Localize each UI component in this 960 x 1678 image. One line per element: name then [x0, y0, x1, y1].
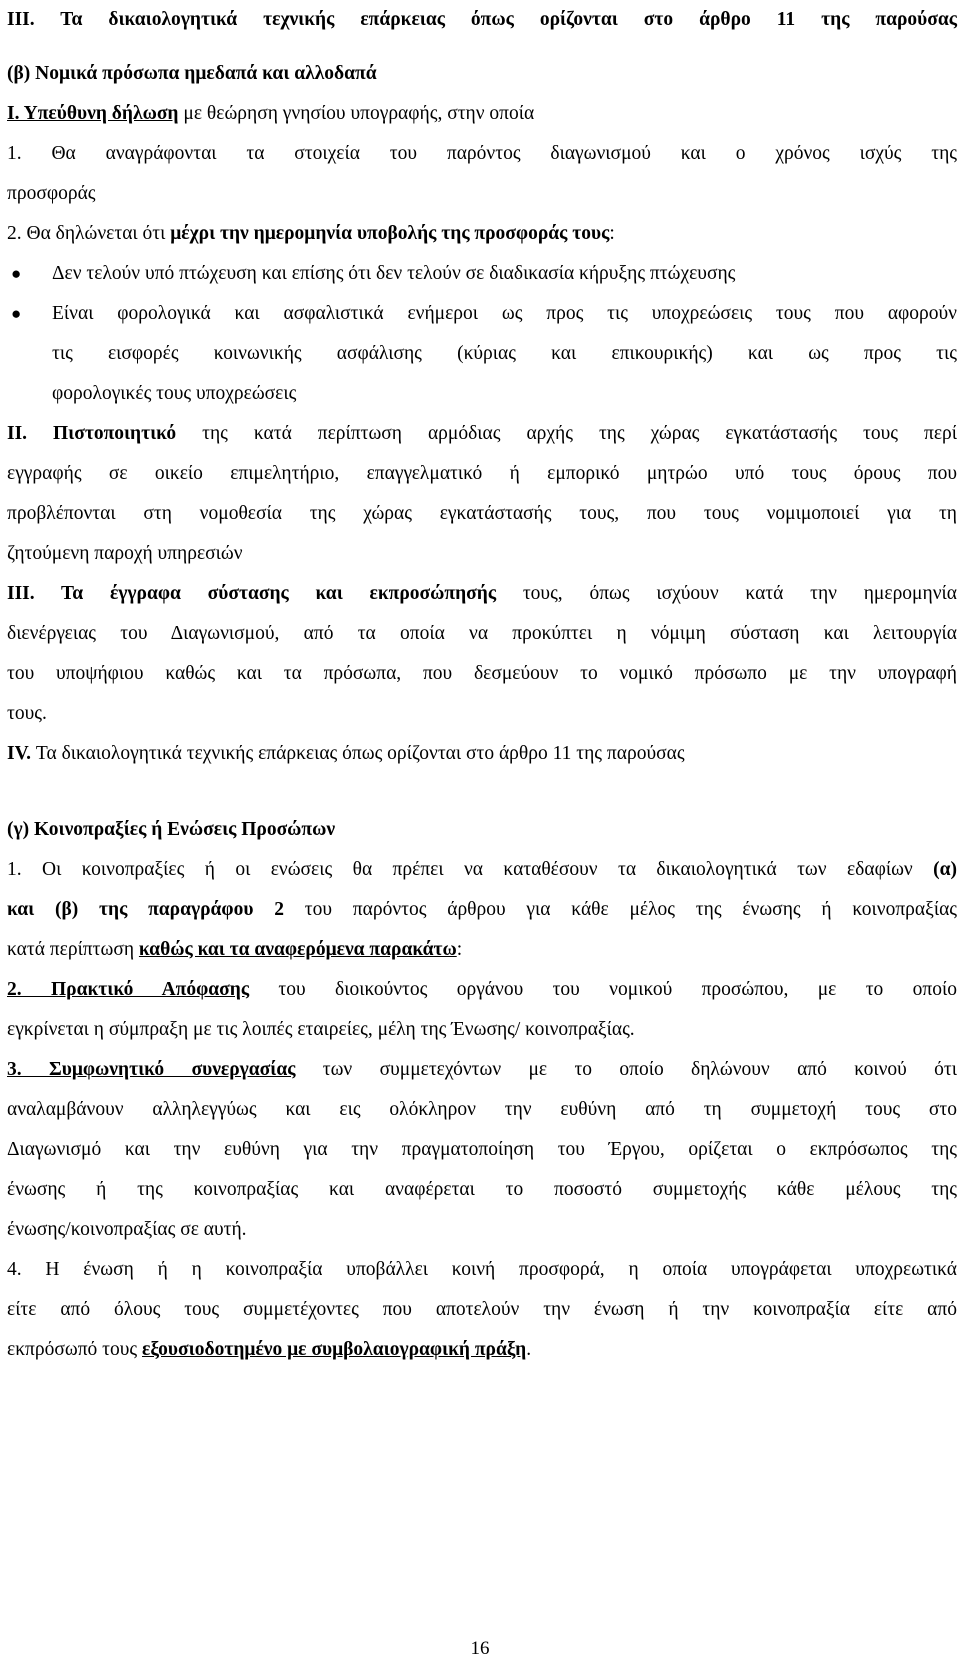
c-point-1-bold-a: (α)	[933, 859, 957, 880]
item-3-text-3: του υποψήφιου καθώς και τα πρόσωπα, που δεσμεύουν το νομικό πρόσωπο με την υπογραφή	[7, 663, 957, 684]
c-point-3-line-1	[7, 1050, 957, 1090]
bullet-1-text: Δεν τελούν υπό πτώχευση και επίσης ότι δεν τελούν σε διαδικασία κήρυξης πτώχευσης	[52, 263, 736, 284]
c-point-3-label: 3. Συμφωνητικό συνεργασίας	[7, 1059, 296, 1080]
point-1-text-2: προσφοράς	[7, 183, 96, 204]
point-2-line	[7, 214, 957, 254]
c-point-2-label: 2. Πρακτικό Απόφασης	[7, 979, 250, 1000]
c-point-1-line-1	[7, 850, 957, 890]
c-point-1-line-3	[7, 930, 957, 970]
item-2-line-1	[7, 414, 957, 454]
c-point-2-text-2: εγκρίνεται η σύμπραξη με τις λοιπές εταιρείες, μέλη της Ένωσης/ κοινοπραξίας.	[7, 1019, 635, 1040]
item-1-line	[7, 94, 957, 134]
c-point-3-text-5: ένωσης/κοινοπραξίας σε αυτή.	[7, 1219, 247, 1240]
item-4-line	[7, 734, 957, 774]
c-point-3-line-5	[7, 1210, 957, 1250]
c-point-4-line3-suffix: .	[526, 1339, 532, 1360]
document-body	[7, 0, 957, 1370]
c-point-1-bold-b: και (β) της παραγράφου 2	[7, 899, 284, 920]
page-number: 16	[470, 1638, 490, 1659]
c-point-4-line-3	[7, 1330, 957, 1370]
bullet-icon: ●	[11, 304, 22, 323]
item-2-text-3: προβλέπονται στη νομοθεσία της χώρας εγκατάστασής τους, που τους νομιμοποιεί για τη	[7, 503, 957, 524]
point-2-bold: μέχρι την ημερομηνία υποβολής της προσφοράς τους	[170, 223, 610, 244]
point-1-line-2	[7, 174, 957, 214]
c-point-4-line3-bold: εξουσιοδοτημένο με συμβολαιογραφική πράξη	[142, 1339, 527, 1360]
bullet-2-text-1: Είναι φορολογικά και ασφαλιστικά ενήμεροι ως προς τις υποχρεώσεις τους που αφορούν	[52, 303, 957, 324]
c-point-4-line3-prefix: εκπρόσωπό τους	[7, 1339, 142, 1360]
c-point-3-text-4: ένωσης ή της κοινοπραξίας και αναφέρεται το ποσοστό συμμετοχής κάθε μέλους της	[7, 1179, 957, 1200]
item-3-label: ΙΙΙ. Τα έγγραφα σύστασης και εκπροσώπησής	[7, 583, 497, 604]
point-2-prefix: 2. Θα δηλώνεται ότι	[7, 223, 171, 244]
item-3-line-1	[7, 574, 957, 614]
item-4-text: Τα δικαιολογητικά τεχνικής επάρκειας όπως ορίζονται στο άρθρο 11 της παρούσας	[31, 743, 685, 764]
point-1-line-1	[7, 134, 957, 174]
item-3-text-2: διενέργειας του Διαγωνισμού, από τα οποία να προκύπτει η νόμιμη σύσταση και λειτουργία	[7, 623, 957, 644]
item-1-label: Ι. Υπεύθυνη δήλωση	[7, 103, 179, 124]
c-point-3-line-4	[7, 1170, 957, 1210]
item-3-text-1: τους, όπως ισχύουν κατά την ημερομηνία	[496, 583, 957, 604]
c-point-2-line-1	[7, 970, 957, 1010]
c-point-1-line3-suffix: :	[456, 939, 463, 960]
point-1-text-1: 1. Θα αναγράφονται τα στοιχεία του παρόντος διαγωνισμού και ο χρόνος ισχύς της	[7, 143, 957, 164]
point-2-suffix: :	[609, 223, 615, 244]
item-3-line-3	[7, 654, 957, 694]
item-2-line-2	[7, 454, 957, 494]
item-3-line-2	[7, 614, 957, 654]
item-2-text-4: ζητούμενη παροχή υπηρεσιών	[7, 543, 243, 564]
bullet-2-line-3	[7, 374, 957, 414]
item-2-label: ΙΙ. Πιστοποιητικό	[7, 423, 177, 444]
section-c-title-line	[7, 810, 957, 850]
c-point-3-line-2	[7, 1090, 957, 1130]
header-line: ΙΙΙ. Τα δικαιολογητικά τεχνικής επάρκειας όπως ορίζονται στο άρθρο 11 της παρούσας	[7, 9, 957, 30]
c-point-1-line3-prefix: κατά περίπτωση	[7, 939, 139, 960]
c-point-2-text-1: του διοικούντος οργάνου του νομικού προσώπου, με το οποίο	[249, 979, 957, 1000]
bullet-2-text-3: φορολογικές τους υποχρεώσεις	[52, 383, 297, 404]
c-point-2-line-2	[7, 1010, 957, 1050]
c-point-4-line-1	[7, 1250, 957, 1290]
item-3-line-4	[7, 694, 957, 734]
item-1-text: με θεώρηση γνησίου υπογραφής, στην οποία	[178, 103, 535, 124]
section-c-title: (γ) Κοινοπραξίες ή Ενώσεις Προσώπων	[7, 819, 336, 840]
item-2-text-1: της κατά περίπτωση αρμόδιας αρχής της χώρας εγκατάστασής τους περί	[176, 423, 957, 444]
section-b-title: (β) Νομικά πρόσωπα ημεδαπά και αλλοδαπά	[7, 63, 377, 84]
c-point-1-prefix: 1. Οι κοινοπραξίες ή οι ενώσεις θα πρέπει να καταθέσουν τα δικαιολογητικά των εδαφίων	[7, 859, 934, 880]
bullet-2-line-2	[7, 334, 957, 374]
c-point-1-line-2	[7, 890, 957, 930]
item-4-label: ΙV.	[7, 743, 32, 764]
c-point-1-line3-bold: καθώς και τα αναφερόμενα παρακάτω	[138, 939, 457, 960]
bullet-2-text-2: τις εισφορές κοινωνικής ασφάλισης (κύριας και επικουρικής) και ως προς τις	[52, 343, 957, 364]
c-point-3-text-2: αναλαμβάνουν αλληλεγγύως και εις ολόκληρον την ευθύνη από τη συμμετοχή τους στο	[7, 1099, 957, 1120]
c-point-4-text-2: είτε από όλους τους συμμετέχοντες που αποτελούν την ένωση ή την κοινοπραξία είτε από	[7, 1299, 957, 1320]
section-a-tail-line	[7, 0, 957, 40]
item-3-text-4: τους.	[7, 703, 47, 724]
bullet-icon: ●	[11, 264, 22, 283]
c-point-4-text-1: 4. Η ένωση ή η κοινοπραξία υποβάλλει κοινή προσφορά, η οποία υπογράφεται υποχρεωτικά	[7, 1259, 957, 1280]
bullet-item	[7, 294, 957, 334]
item-2-text-2: εγγραφής σε οικείο επιμελητήριο, επαγγελματικό ή εμπορικό μητρώο υπό τους όρους που	[7, 463, 957, 484]
item-2-line-4	[7, 534, 957, 574]
section-b-title-line	[7, 54, 957, 94]
bullet-item	[7, 254, 957, 294]
c-point-3-text-1: των συμμετεχόντων με το οποίο δηλώνουν από κοινού ότι	[295, 1059, 957, 1080]
item-2-line-3	[7, 494, 957, 534]
c-point-3-text-3: Διαγωνισμό και την ευθύνη για την πραγματοποίηση του Έργου, ορίζεται ο εκπρόσωπος της	[7, 1139, 957, 1160]
c-point-1-rest: του παρόντος άρθρου για κάθε μέλος της ένωσης ή κοινοπραξίας	[283, 899, 958, 920]
c-point-3-line-3	[7, 1130, 957, 1170]
c-point-4-line-2	[7, 1290, 957, 1330]
